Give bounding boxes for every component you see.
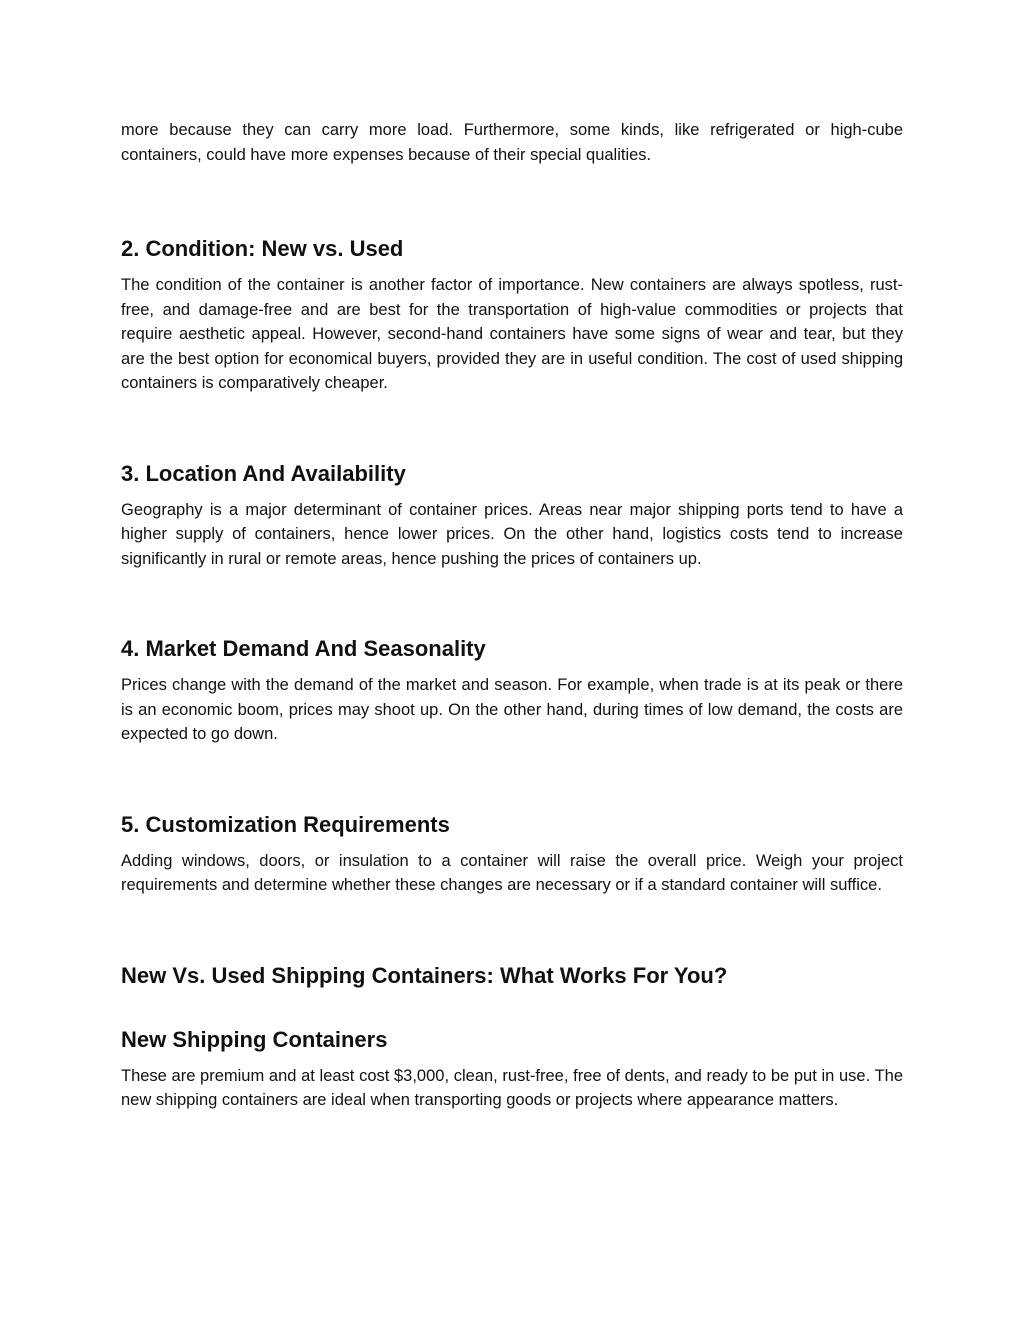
new-containers-heading: New Shipping Containers <box>121 1026 388 1052</box>
section-heading-customization: 5. Customization Requirements <box>121 811 450 837</box>
intro-paragraph: more because they can carry more load. Furthermore, some kinds, like refrigerated or high-cube containers, could have more expenses because of their special qualities. <box>121 121 903 164</box>
section-body-customization: Adding windows, doors, or insulation to a container will raise the overall price. Weigh your project requirements and determine whether these changes are necessary or if a standard container will suffice. <box>121 851 903 894</box>
section-body-condition: The condition of the container is another factor of importance. New containers are always spotless, rust-free, and damage-free and are best for the transportation of high-value commodities or projects that require aesthetic appeal. However, second-hand containers have some signs of wear and tear, but they are the best option for economical buyers, provided they are in useful condition. The cost of used shipping containers is comparatively cheaper. <box>121 276 903 392</box>
section-heading-condition: 2. Condition: New vs. Used <box>121 236 404 261</box>
section-heading-location: 3. Location And Availability <box>121 460 406 486</box>
section-body-market-demand: Prices change with the demand of the market and season. For example, when trade is at its peak or there is an economic boom, prices may shoot up. On the other hand, during times of low demand, the costs are expected to go down. <box>121 676 903 743</box>
document-page <box>121 118 903 1113</box>
section-body-location: Geography is a major determinant of container prices. Areas near major shipping ports tend to have a higher supply of containers, hence lower prices. On the other hand, logistics costs tend to increase significantly in rural or remote areas, hence pushing the prices of containers up. <box>121 500 903 568</box>
section-heading-market-demand: 4. Market Demand And Seasonality <box>121 636 486 661</box>
comparison-heading: New Vs. Used Shipping Containers: What Works For You? <box>121 962 728 988</box>
new-containers-body: These are premium and at least cost $3,000, clean, rust-free, free of dents, and ready to be put in use. The new shipping containers are ideal when transporting goods or projects where appearance matters. <box>121 1066 903 1109</box>
